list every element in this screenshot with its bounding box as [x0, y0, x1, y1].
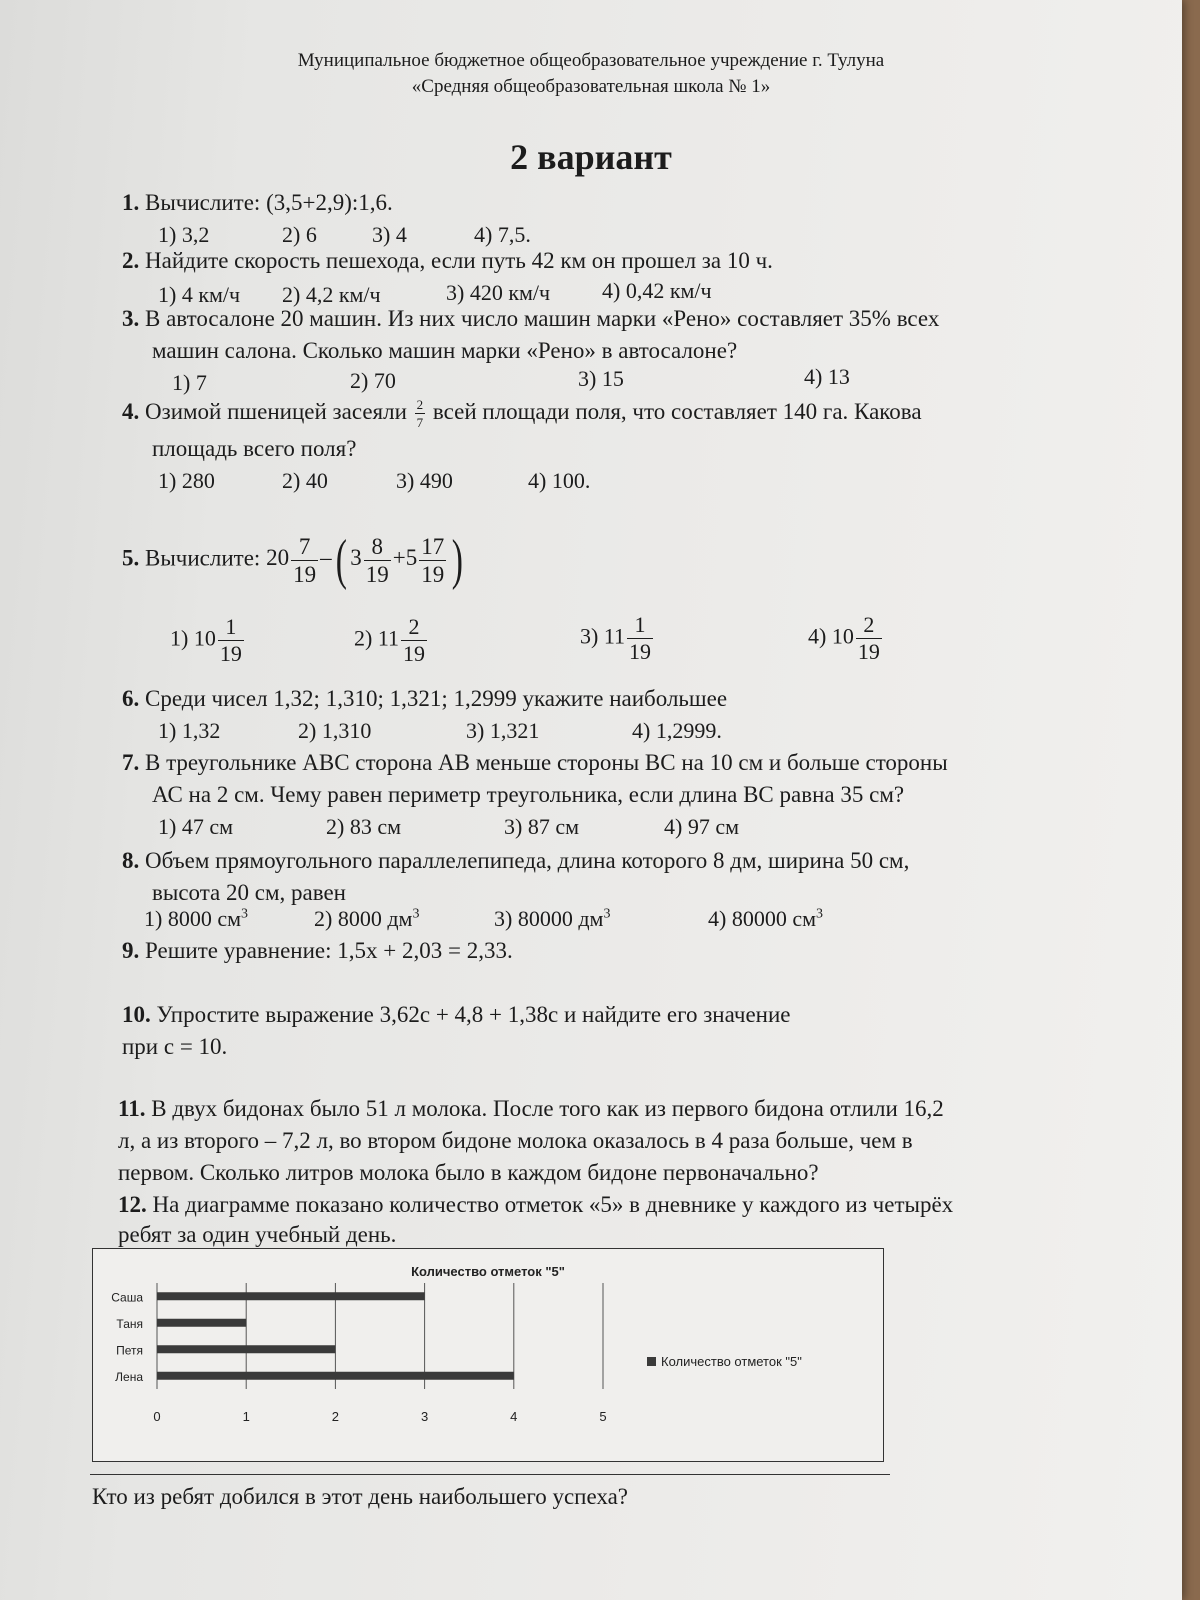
y-category-label: Петя [116, 1343, 143, 1358]
legend-label: Количество отметок "5" [661, 1354, 802, 1369]
answer-option: 2) 4,2 км/ч [282, 282, 381, 307]
bar-3 [157, 1345, 335, 1353]
question-10 [122, 1002, 790, 1028]
x-tick-label: 0 [153, 1409, 161, 1424]
question-number: 2. [122, 248, 140, 273]
bar-2 [157, 1319, 246, 1327]
question-number: 3. [122, 306, 140, 331]
question-number: 8. [122, 848, 140, 873]
x-tick-label: 5 [599, 1409, 607, 1424]
answer-option: 3) 420 км/ч [446, 280, 551, 305]
question-text-line2: высота 20 см, равен [152, 880, 346, 905]
question-3 [122, 306, 939, 332]
question-number: 5. [122, 545, 140, 571]
fraction: $\frac{8}{19}$ [365, 533, 389, 587]
answer-option: 1) 10 $\frac{1}{19}$ [170, 614, 242, 666]
chart-title: Количество отметок "5" [411, 1264, 565, 1279]
question-text-line3: первом. Сколько литров молока было в каждом бидоне первоначально? [118, 1160, 819, 1185]
answer-option: 4) 1,2999. [632, 718, 722, 743]
question-text: Вычислите: (3,5+2,9):1,6. [145, 190, 393, 215]
question-text: На диаграмме показано количество отметок «5» в дневнике у каждого из четырёх [152, 1192, 954, 1217]
fraction: $\frac{2}{7}$ [416, 397, 424, 430]
answer-option: 3) 4 [372, 222, 407, 247]
school-name-line1: Муниципальное бюджетное общеобразовательное учреждение г. Тулуна [297, 50, 885, 71]
question-2 [122, 248, 773, 274]
question-text-line2: л, а из второго – 7,2 л, во втором бидоне молока оказалось в 4 раза больше, чем в [118, 1128, 913, 1153]
answer-option: 4) 100. [528, 468, 591, 493]
answer-option: 2) 70 [350, 368, 396, 393]
answer-option: 4) 7,5. [474, 222, 531, 247]
question-number: 4. [122, 398, 140, 424]
answer-option: 4) 0,42 км/ч [602, 278, 712, 303]
answer-option: 4) 97 см [664, 814, 740, 839]
question-text: В автосалоне 20 машин. Из них число машин марки «Рено» составляет 35% всех [145, 306, 940, 331]
answer-option: 1) 7 [172, 370, 207, 395]
chart-underline [90, 1474, 890, 1475]
question-text: Вычислите: [145, 545, 261, 571]
question-5 [122, 529, 467, 591]
x-tick-label: 2 [331, 1409, 340, 1424]
question-number: 10. [122, 1002, 151, 1027]
question-9 [122, 938, 513, 964]
question-text: Найдите скорость пешехода, если путь 42 км он прошел за 10 ч. [145, 248, 773, 273]
question-text-line2: машин салона. Сколько машин марки «Рено» в автосалоне? [152, 338, 738, 363]
bar-1 [157, 1292, 425, 1300]
question-text-line2: АС на 2 см. Чему равен периметр треугольника, если длина ВС равна 35 см? [152, 782, 905, 807]
answer-option: 4) 13 [804, 364, 850, 389]
answer-option: 2) 6 [282, 222, 317, 247]
y-category-label: Лена [115, 1369, 143, 1384]
answer-option: 2) 11 $\frac{2}{19}$ [354, 614, 426, 666]
question-number: 9. [122, 938, 140, 963]
answer-option: 2) 40 [282, 468, 328, 493]
question-text-cont: всей площади поля, что составляет 140 га. Какова [432, 398, 922, 424]
fraction: $\frac{17}{19}$ [421, 533, 445, 587]
legend-swatch [647, 1357, 656, 1366]
question-text: В треугольнике АВС сторона АВ меньше стороны ВС на 10 см и больше стороны [145, 750, 948, 775]
question-1 [122, 190, 393, 216]
question-number: 6. [122, 686, 140, 711]
bar-chart [93, 1249, 883, 1461]
answer-option: 2) 83 см [326, 814, 402, 839]
question-text: Озимой пшеницей засеяли [145, 398, 407, 424]
chart-y-labels [111, 1290, 143, 1384]
answer-option: 3) 490 [396, 468, 453, 493]
answer-option: 1) 3,2 [158, 222, 210, 247]
question-text-line2: ребят за один учебный день. [118, 1222, 397, 1247]
question-12 [118, 1192, 953, 1218]
question-text: Объем прямоугольного параллелепипеда, длина которого 8 дм, ширина 50 см, [145, 848, 910, 873]
y-category-label: Саша [111, 1290, 143, 1305]
chart-x-labels [153, 1409, 606, 1424]
answer-option: 1) 8000 $см^3$ [144, 906, 249, 931]
question-text: Решите уравнение: 1,5х + 2,03 = 2,33. [145, 938, 513, 963]
answer-option: 1) 47 см [158, 814, 234, 839]
question-8 [122, 848, 909, 874]
question-text-line2: площадь всего поля? [152, 436, 357, 461]
expression: 20 $\frac{7}{19}$ –( 3 $\frac{8}{19}$ +5 $\frac{17}{19}$ ) [266, 529, 464, 591]
bar-4 [157, 1372, 514, 1380]
answer-option: 4) 10 $\frac{2}{19}$ [808, 612, 880, 664]
question-number: 12. [118, 1192, 147, 1217]
question-4 [122, 398, 922, 429]
school-name-line2: «Средняя общеобразовательная школа № 1» [411, 76, 771, 97]
answer-option: 2) 8000 $дм^3$ [314, 906, 420, 931]
question-text: В двух бидонах было 51 л молока. После того как из первого бидона отлили 16,2 [151, 1096, 944, 1121]
question-11 [118, 1096, 944, 1122]
question-number: 11. [118, 1096, 146, 1121]
answer-option: 3) 1,321 [466, 718, 540, 743]
x-tick-label: 1 [242, 1409, 250, 1424]
question-12-prompt: Кто из ребят добился в этот день наибольшего успеха? [92, 1484, 628, 1509]
x-tick-label: 3 [420, 1409, 429, 1424]
answer-option: 3) 11 $\frac{1}{19}$ [580, 612, 652, 664]
answer-option: 1) 1,32 [158, 718, 221, 743]
page-title: 2 вариант [510, 137, 672, 177]
question-number: 1. [122, 190, 140, 215]
fraction: $\frac{7}{19}$ [293, 533, 317, 587]
question-text: Упростите выражение 3,62с + 4,8 + 1,38с и найдите его значение [156, 1002, 791, 1027]
answer-option: 1) 280 [158, 468, 215, 493]
x-tick-label: 4 [510, 1409, 518, 1424]
answer-option: 3) 15 [578, 366, 624, 391]
answer-option: 1) 4 км/ч [158, 282, 241, 307]
question-text-line2: при с = 10. [122, 1034, 228, 1059]
y-category-label: Таня [116, 1316, 143, 1331]
chart-frame [92, 1248, 884, 1462]
answer-option: 3) 87 см [504, 814, 580, 839]
answer-option: 4) 80000 $см^3$ [708, 906, 824, 931]
question-number: 7. [122, 750, 140, 775]
question-6 [122, 686, 727, 712]
question-7 [122, 750, 948, 776]
question-text: Среди чисел 1,32; 1,310; 1,321; 1,2999 укажите наибольшее [145, 686, 728, 711]
answer-option: 2) 1,310 [298, 718, 372, 743]
answer-option: 3) 80000 $дм^3$ [494, 906, 611, 931]
